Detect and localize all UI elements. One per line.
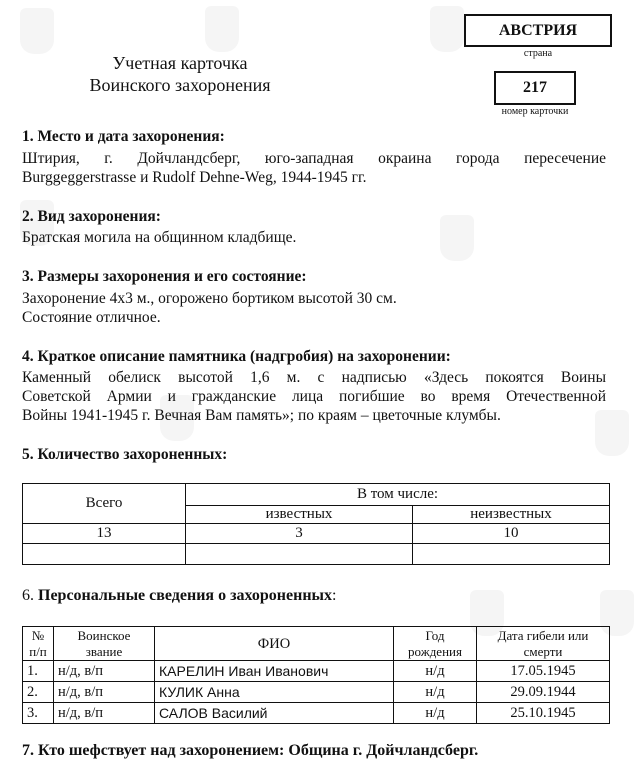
personal-data-table (22, 626, 610, 724)
col-known-header: известных (186, 506, 413, 524)
header-birth-year: Год рождения (394, 627, 477, 661)
row-death-date: 25.10.1945 (477, 703, 610, 724)
row-name: КУЛИК Анна (155, 682, 394, 703)
watermark-stamp-icon (430, 6, 464, 52)
section3-line1: Захоронение 4х3 м., огорожено бортиком высотой 30 см. (22, 290, 397, 307)
watermark-stamp-icon (20, 8, 54, 54)
row-birth-year: н/д (394, 703, 477, 724)
section6-heading-bold: Персональные сведения о захороненных (38, 587, 333, 604)
burial-count-table (22, 483, 610, 565)
card-title-line2: Воинского захоронения (89, 75, 271, 95)
empty-cell (186, 544, 413, 565)
card-title (60, 52, 300, 96)
section6-heading-suffix: : (332, 587, 337, 604)
empty-cell (413, 544, 610, 565)
country-box: АВСТРИЯ (464, 14, 612, 47)
card-title-line1: Учетная карточка (112, 53, 248, 73)
section5-heading: 5. Количество захороненных: (22, 446, 228, 463)
section3-line2: Состояние отличное. (22, 309, 161, 326)
section2-line1: Братская могила на общинном кладбище. (22, 229, 297, 246)
section2-heading: 2. Вид захоронения: (22, 208, 161, 225)
watermark-stamp-icon (205, 6, 239, 52)
header-death-date: Дата гибели или смерти (477, 627, 610, 661)
section1-line2: Burggeggerstrasse и Rudolf Dehne-Weg, 1944-1945 гг. (22, 169, 367, 186)
section6-heading (22, 586, 337, 605)
card-number-box: 217 (494, 71, 576, 105)
card-number-caption: номер карточки (501, 106, 569, 117)
section1-heading: 1. Место и дата захоронения: (22, 128, 225, 145)
row-death-date: 29.09.1944 (477, 682, 610, 703)
row-death-date: 17.05.1945 (477, 661, 610, 682)
table-row (23, 661, 610, 682)
unknown-count: 10 (413, 524, 610, 544)
section4-line1: Каменный обелиск высотой 1,6 м. с надписью «Здесь покоятся Воины (22, 369, 606, 386)
row-num: 2. (23, 682, 54, 703)
known-count: 3 (186, 524, 413, 544)
section4-heading: 4. Краткое описание памятника (надгробия) на захоронении: (22, 348, 451, 365)
section6-heading-prefix: 6. (22, 587, 38, 604)
total-count: 13 (23, 524, 186, 544)
watermark-stamp-icon (440, 215, 474, 261)
section1-line1: Штирия, г. Дойчландсберг, юго-западная окраина города пересечение (22, 150, 606, 167)
row-num: 1. (23, 661, 54, 682)
col-including-header: В том числе: (186, 484, 610, 506)
row-birth-year: н/д (394, 661, 477, 682)
section3-heading: 3. Размеры захоронения и его состояние: (22, 268, 307, 285)
row-name: КАРЕЛИН Иван Иванович (155, 661, 394, 682)
col-unknown-header: неизвестных (413, 506, 610, 524)
section7-heading: 7. Кто шефствует над захоронением: Община г. Дойчландсберг. (22, 742, 479, 759)
country-caption: страна (523, 48, 553, 59)
row-num: 3. (23, 703, 54, 724)
header-name: ФИО (155, 627, 394, 661)
header-num: № п/п (23, 627, 54, 661)
table-row (23, 703, 610, 724)
row-rank: н/д, в/п (54, 703, 155, 724)
row-rank: н/д, в/п (54, 682, 155, 703)
col-total-header: Всего (23, 484, 186, 524)
table-row (23, 682, 610, 703)
empty-cell (23, 544, 186, 565)
section4-line3: Войны 1941-1945 г. Вечная Вам память»; по краям – цветочные клумбы. (22, 407, 501, 424)
row-rank: н/д, в/п (54, 661, 155, 682)
row-birth-year: н/д (394, 682, 477, 703)
row-name: САЛОВ Василий (155, 703, 394, 724)
header-rank: Воинское звание (54, 627, 155, 661)
section4-line2: Советской Армии и гражданские лица погибшие во время Отечественной (22, 388, 606, 405)
